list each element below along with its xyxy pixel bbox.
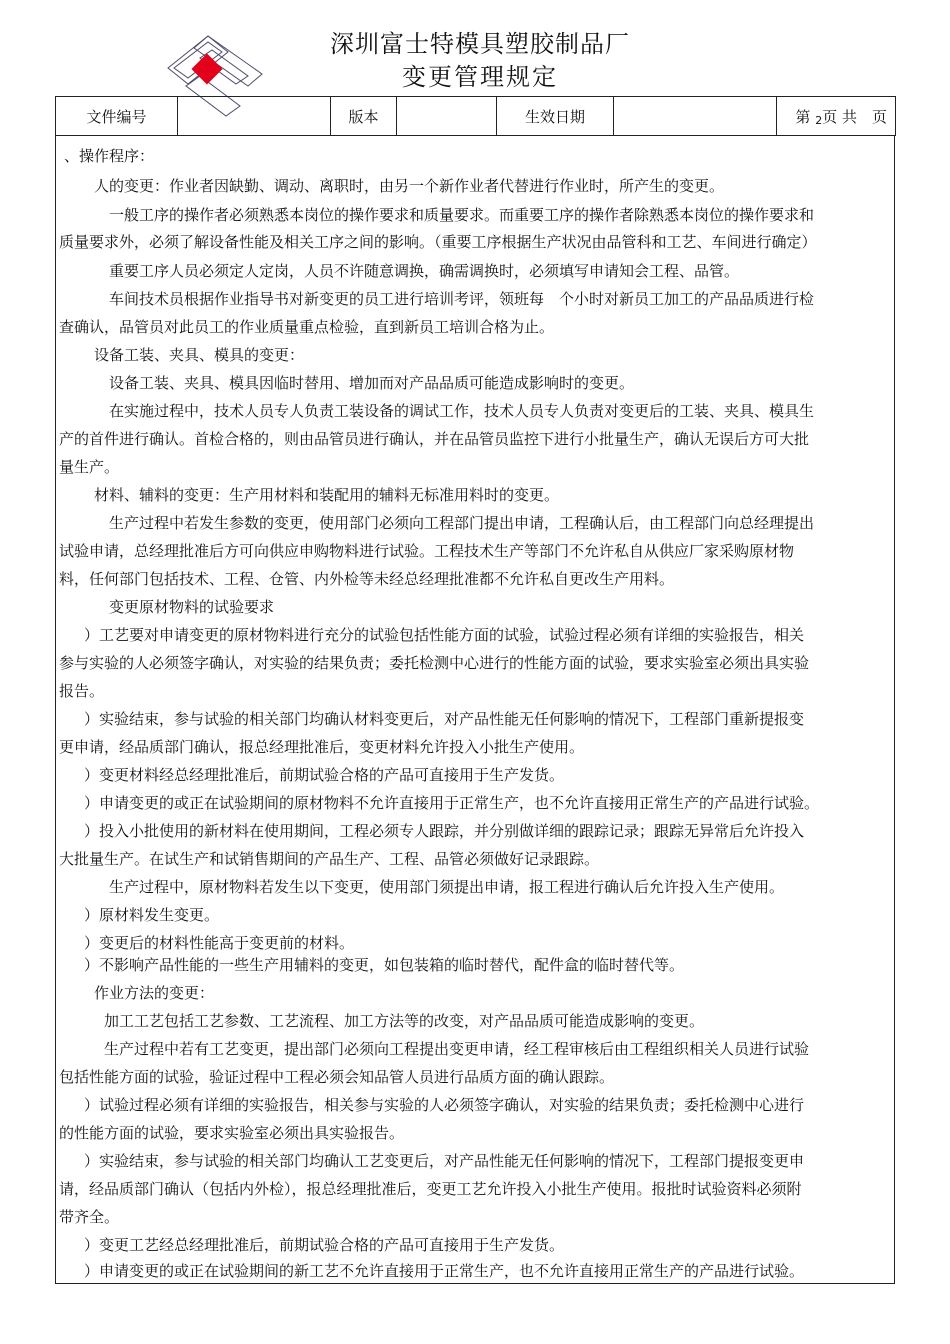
text-line: 生产过程中，原材物料若发生以下变更，使用部门须提出申请，报工程进行确认后允许投入生产使用。 (109, 878, 785, 896)
text-line: ）申请变更的或正在试验期间的原材物料不允许直接用于正常生产，也不允许直接用正常生产的产品进行试验。 (84, 794, 820, 812)
text-line: 参与实验的人必须签字确认，对实验的结果负责；委托检测中心进行的性能方面的试验，要求实验室必须出具实验 (59, 654, 810, 672)
text-line: 带齐全。 (59, 1208, 120, 1226)
text-line: 材料、辅料的变更：生产用材料和装配用的辅料无标准用料时的变更。 (94, 486, 560, 504)
text-line: ）不影响产品性能的一些生产用辅料的变更，如包装箱的临时替代，配件盒的临时替代等。 (84, 956, 685, 974)
text-line: ）变更后的材料性能高于变更前的材料。 (84, 934, 355, 952)
text-line: 车间技术员根据作业指导书对新变更的员工进行培训考评，领班每 个小时对新员工加工的产品品质进行检 (109, 290, 815, 308)
text-line: 设备工装、夹具、模具的变更： (94, 346, 305, 364)
text-line: ）原材料发生变更。 (84, 906, 220, 924)
page-suffix: 页 共 页 (822, 107, 887, 126)
page-indicator (777, 97, 896, 136)
text-line: 包括性能方面的试验，验证过程中工程必须会知品管人员进行品质方面的确认跟踪。 (59, 1068, 615, 1086)
text-line: 变更原材物料的试验要求 (109, 598, 275, 616)
text-line: 请，经品质部门确认（包括内外检），报总经理批准后，变更工艺允许投入小批生产使用。报批时试验资料必须附 (59, 1180, 802, 1198)
doc-number-label: 文件编号 (56, 97, 178, 136)
text-line: 产的首件进行确认。首检合格的，则由品管员进行确认，并在品管员监控下进行小批量生产，确认无误后方可大批 (59, 430, 810, 448)
text-line: 作业方法的变更： (94, 984, 215, 1002)
effective-date-value (614, 97, 777, 136)
text-line: 重要工序人员必须定人定岗，人员不许随意调换，确需调换时，必须填写申请知会工程、品管。 (109, 262, 740, 280)
text-line: 在实施过程中，技术人员专人负责工装设备的调试工作，技术人员专人负责对变更后的工装、夹具、模具生 (109, 402, 815, 420)
text-line: ）申请变更的或正在试验期间的新工艺不允许直接用于正常生产，也不允许直接用正常生产的产品进行试验。 (84, 1262, 805, 1280)
text-line: ）工艺要对申请变更的原材物料进行充分的试验包括性能方面的试验，试验过程必须有详细的实验报告，相关 (84, 626, 805, 644)
page-prefix: 第 (795, 107, 811, 126)
text-line: 质量要求外，必须了解设备性能及相关工序之间的影响。（重要工序根据生产状况由品管科和工艺、车间进行确定） (59, 233, 817, 251)
document-title: 变更管理规定 (402, 63, 558, 91)
procedure-body (55, 136, 895, 1284)
page-number: 2 (815, 113, 823, 127)
text-line: ）投入小批使用的新材料在使用期间，工程必须专人跟踪，并分别做详细的跟踪记录；跟踪无异常后允许投入 (84, 822, 805, 840)
text-line: 设备工装、夹具、模具因临时替用、增加而对产品品质可能造成影响时的变更。 (109, 374, 635, 392)
text-line: ）试验过程必须有详细的实验报告，相关参与实验的人必须签字确认，对实验的结果负责；委托检测中心进行 (84, 1096, 805, 1114)
text-line: 生产过程中若有工艺变更，提出部门必须向工程提出变更申请，经工程审核后由工程组织相关人员进行试验 (104, 1040, 810, 1058)
text-line: ）实验结束，参与试验的相关部门均确认工艺变更后，对产品性能无任何影响的情况下，工程部门提报变更申 (84, 1152, 805, 1170)
text-line: 一般工序的操作者必须熟悉本岗位的操作要求和质量要求。而重要工序的操作者除熟悉本岗位的操作要求和 (109, 206, 815, 224)
text-line: 报告。 (59, 682, 105, 700)
text-line: 试验申请，总经理批准后方可向供应申购物料进行试验。工程技术生产等部门不允许私自从供应厂家采购原材物 (59, 542, 795, 560)
text-line: 、操作程序： (64, 147, 155, 165)
effective-date-label: 生效日期 (497, 97, 614, 136)
text-line: 查确认，品管员对此员工的作业质量重点检验，直到新员工培训合格为止。 (59, 318, 555, 336)
text-line: 更申请，经品质部门确认，报总经理批准后，变更材料允许投入小批生产使用。 (59, 738, 585, 756)
text-line: ）实验结束，参与试验的相关部门均确认材料变更后，对产品性能无任何影响的情况下，工程部门重新提报变 (84, 710, 805, 728)
version-value (397, 97, 497, 136)
text-line: ）变更工艺经总经理批准后，前期试验合格的产品可直接用于生产发货。 (84, 1236, 565, 1254)
company-name: 深圳富士特模具塑胶制品厂 (330, 30, 630, 58)
text-line: 的性能方面的试验，要求实验室必须出具实验报告。 (59, 1124, 405, 1142)
text-line: 大批量生产。在试生产和试销售期间的产品生产、工程、品管必须做好记录跟踪。 (59, 850, 600, 868)
text-line: ）变更材料经总经理批准后，前期试验合格的产品可直接用于生产发货。 (84, 766, 565, 784)
text-line: 量生产。 (59, 458, 120, 476)
document-header-table (55, 96, 896, 136)
doc-number-value (178, 97, 331, 136)
version-label: 版本 (331, 97, 397, 136)
text-line: 料，任何部门包括技术、工程、仓管、内外检等未经总经理批准都不允许私自更改生产用料。 (59, 570, 675, 588)
text-line: 人的变更：作业者因缺勤、调动、离职时，由另一个新作业者代替进行作业时，所产生的变更。 (94, 177, 725, 195)
text-line: 加工工艺包括工艺参数、工艺流程、加工方法等的改变，对产品品质可能造成影响的变更。 (104, 1012, 705, 1030)
text-line: 生产过程中若发生参数的变更，使用部门必须向工程部门提出申请，工程确认后，由工程部门向总经理提出 (109, 514, 815, 532)
